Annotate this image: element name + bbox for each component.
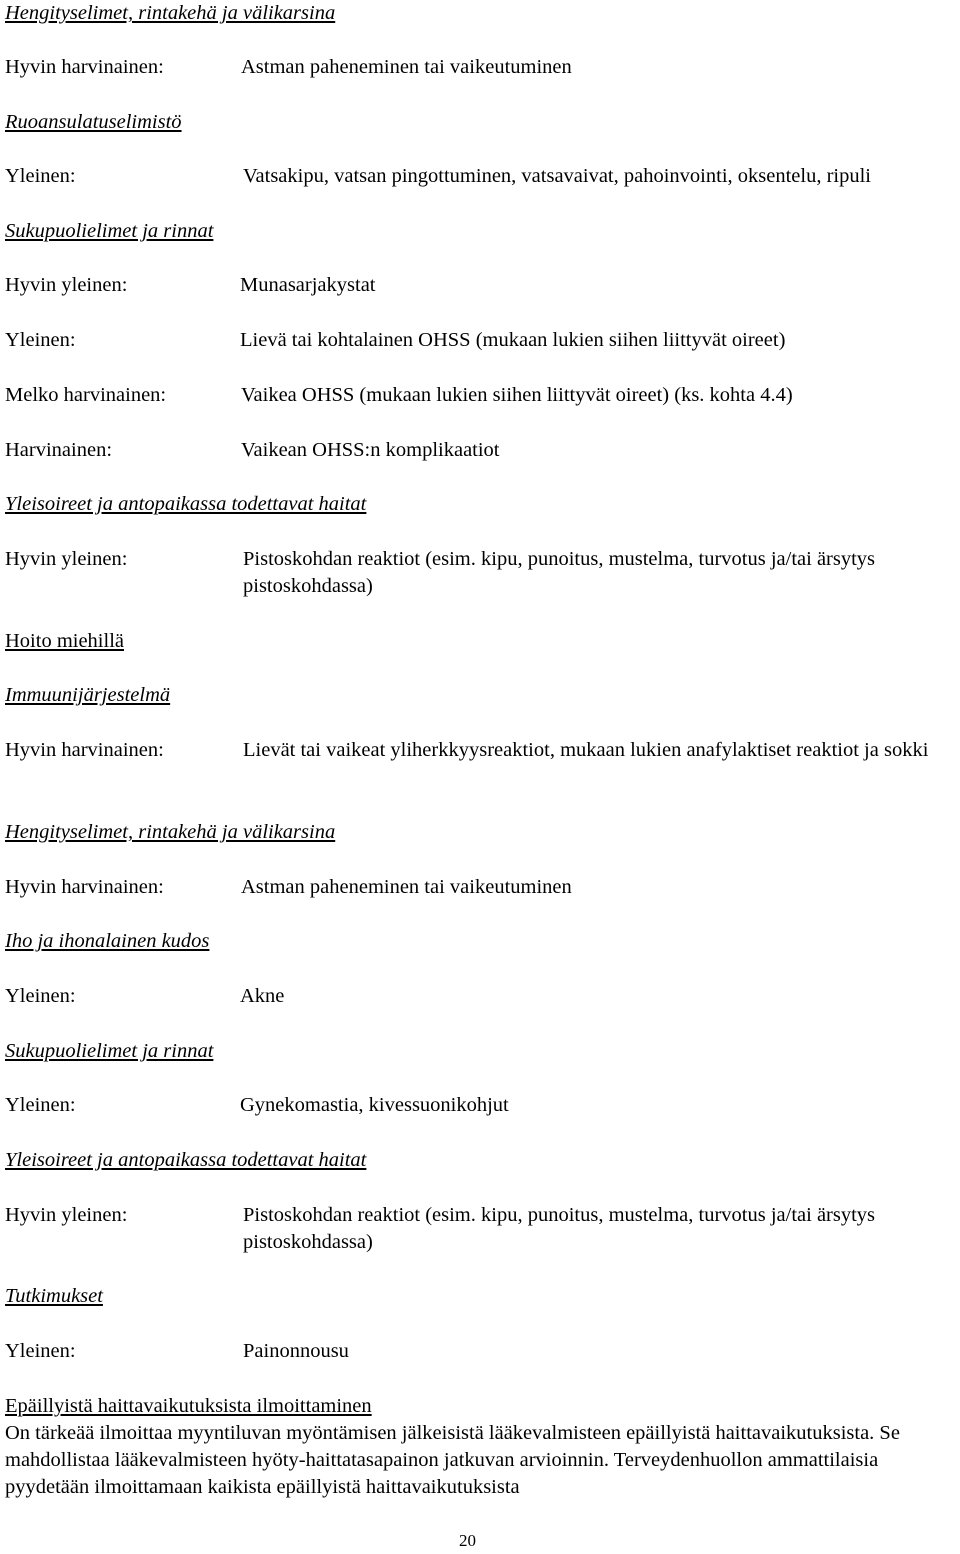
frequency-label: Hyvin harvinainen: [5, 876, 164, 898]
adverse-effect-text: Akne [240, 985, 285, 1007]
section-heading: Sukupuolielimet ja rinnat [5, 1040, 214, 1062]
frequency-label: Hyvin harvinainen: [5, 739, 164, 761]
frequency-label: Yleinen: [5, 1094, 76, 1116]
frequency-label: Yleinen: [5, 329, 76, 351]
frequency-label: Hyvin yleinen: [5, 274, 128, 296]
section-heading: Yleisoireet ja antopaikassa todettavat haitat [5, 493, 367, 515]
adverse-effect-text: Astman paheneminen tai vaikeutuminen [241, 56, 572, 78]
men-treatment-heading: Hoito miehillä [5, 630, 124, 652]
adverse-effect-text: Painonnousu [243, 1340, 349, 1362]
adverse-effect-text: Pistoskohdan reaktiot (esim. kipu, punoitus, mustelma, turvotus ja/tai ärsytys pistoskohdassa) [243, 548, 876, 597]
frequency-label: Hyvin harvinainen: [5, 56, 164, 78]
adverse-effect-text: Vaikean OHSS:n komplikaatiot [241, 439, 500, 461]
frequency-label: Yleinen: [5, 985, 76, 1007]
section-heading: Immuunijärjestelmä [5, 684, 171, 706]
adverse-effect-text: Pistoskohdan reaktiot (esim. kipu, punoitus, mustelma, turvotus ja/tai ärsytys pistoskohdassa) [243, 1204, 876, 1253]
section-heading: Hengityselimet, rintakehä ja välikarsina [5, 2, 336, 24]
adverse-effect-text: Gynekomastia, kivessuonikohjut [240, 1094, 509, 1116]
frequency-label: Hyvin yleinen: [5, 548, 128, 570]
adverse-effect-text: Vaikea OHSS (mukaan lukien siihen liittyvät oireet) (ks. kohta 4.4) [241, 384, 793, 406]
adverse-effect-text: Lievät tai vaikeat yliherkkyysreaktiot, mukaan lukien anafylaktiset reaktiot ja sokki [243, 739, 929, 761]
section-heading: Hengityselimet, rintakehä ja välikarsina [5, 821, 336, 843]
section-heading: Yleisoireet ja antopaikassa todettavat haitat [5, 1149, 367, 1171]
adverse-effect-text: Vatsakipu, vatsan pingottuminen, vatsavaivat, pahoinvointi, oksentelu, ripuli [243, 165, 871, 187]
frequency-label: Melko harvinainen: [5, 384, 167, 406]
frequency-label: Yleinen: [5, 1340, 76, 1362]
reporting-heading: Epäillyistä haittavaikutuksista ilmoittaminen [5, 1395, 372, 1417]
reporting-body: On tärkeää ilmoittaa myyntiluvan myöntämisen jälkeisistä lääkevalmisteen epäillyistä haittavaikutuksista. Se mahdollistaa lääkevalmisteen hyöty-haittatasapainon jatkuvan arvioinnin. Terveydenhuollon ammattilaisia pyydetään ilmoittamaan kaikista epäillyistä haittavaikutuksista [5, 1422, 900, 1498]
section-heading: Sukupuolielimet ja rinnat [5, 220, 214, 242]
section-heading: Iho ja ihonalainen kudos [5, 930, 210, 952]
frequency-label: Yleinen: [5, 165, 76, 187]
section-heading: Ruoansulatuselimistö [5, 111, 182, 133]
frequency-label: Hyvin yleinen: [5, 1204, 128, 1226]
section-heading: Tutkimukset [5, 1285, 103, 1307]
frequency-label: Harvinainen: [5, 439, 113, 461]
adverse-effect-text: Astman paheneminen tai vaikeutuminen [241, 876, 572, 898]
page-number: 20 [459, 1531, 476, 1550]
adverse-effect-text: Munasarjakystat [240, 274, 376, 296]
adverse-effect-text: Lievä tai kohtalainen OHSS (mukaan lukien siihen liittyvät oireet) [240, 329, 786, 351]
